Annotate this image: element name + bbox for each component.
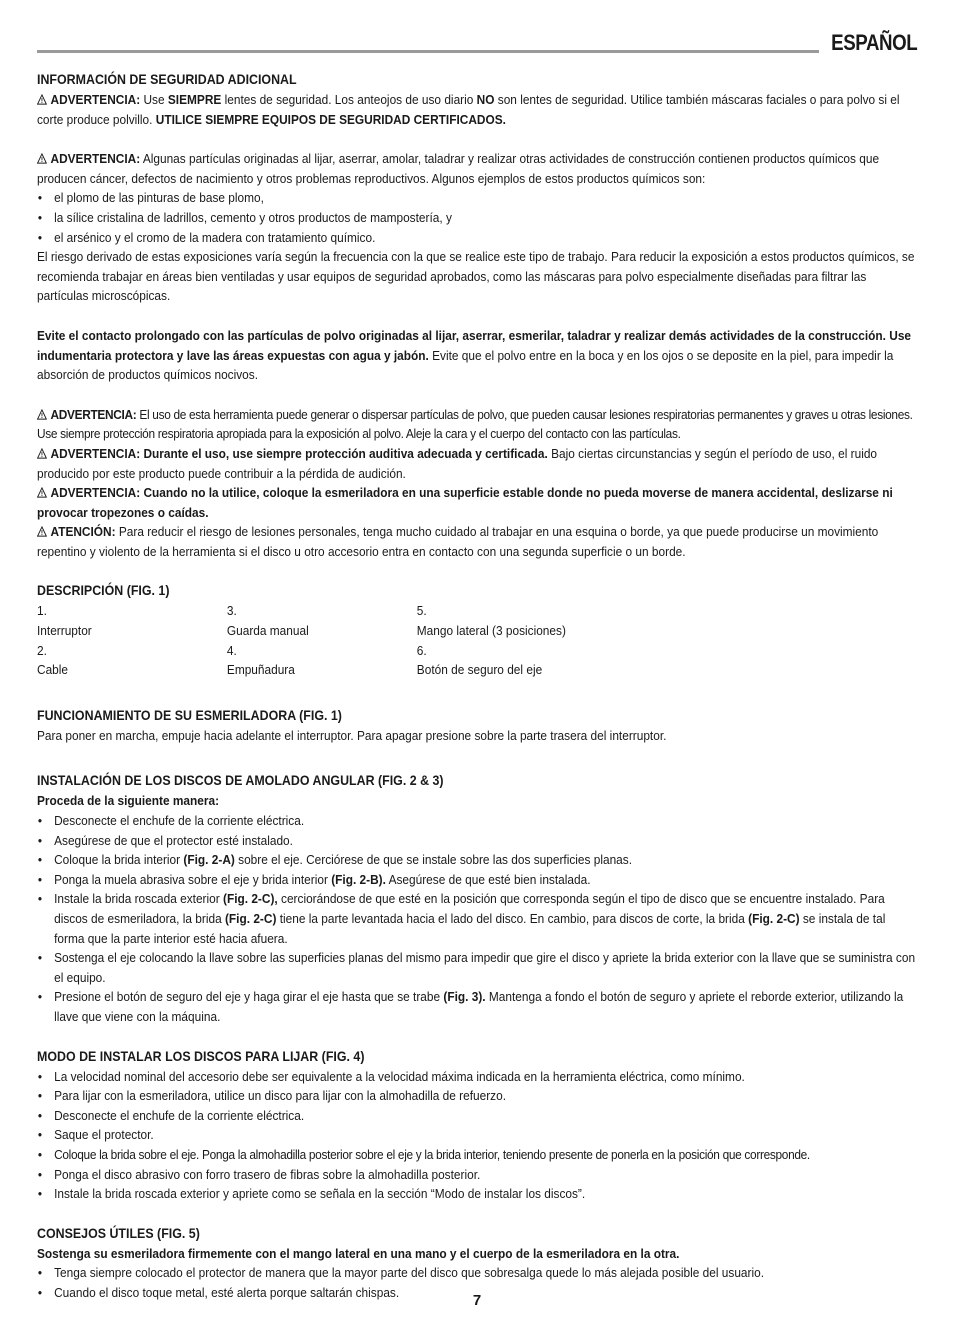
install-grinding-sub: Proceda de la siguiente manera:: [37, 793, 220, 809]
warning-label: ADVERTENCIA:: [50, 92, 141, 107]
tips-section: [37, 1224, 917, 1303]
list-item: • Instale la brida roscada exterior (Fig. 2-C), cerciorándose de que esté en la posición que corresponda según el tipo de disco que se encuentre instalado. Para discos de esmeriladora, la brida (Fig. 2-C) tiene la parte levantada hacia el lado del disco. En cambio, para discos de corte, la brida (Fig. 2-C) se instala de tal forma que la parte interior esté hacia afuera.: [37, 889, 917, 948]
warning-5: [37, 483, 917, 522]
list-item: • Ponga el disco abrasivo con forro trasero de fibras sobre la almohadilla posterior.: [37, 1165, 917, 1185]
caution-label: ATENCIÓN:: [50, 524, 116, 540]
risk-paragraph: El riesgo derivado de estas exposiciones varía según la frecuencia con la que se realice este tipo de trabajo. Para reducir la exposición a estos productos químicos, se recomienda trabajar en áreas bien ventiladas y usar equipos de seguridad aprobados, como las máscaras para polvo especialmente diseñadas para filtrar las partículas microscópicas.: [37, 249, 915, 304]
list-item: • el plomo de las pinturas de base plomo,: [37, 188, 917, 208]
list-item: • Sostenga el eje colocando la llave sobre las superficies planas del mismo para impedir que gire el disco y apriete la brida exterior con la llave que se suministra con el equipo.: [37, 948, 917, 987]
list-item: • Saque el protector.: [37, 1125, 917, 1145]
list-item: • Cuando el disco toque metal, esté alerta porque saltarán chispas.: [37, 1283, 917, 1303]
warning-1: ADVERTENCIA: Use SIEMPRE lentes de seguridad. Los anteojos de uso diario NO son lentes de seguridad. Utilice también máscaras faciales o para polvo si el corte produce polvillo. UTILICE SIEMPRE EQUIPOS DE SEGURIDAD CERTIFICADOS.: [37, 92, 900, 127]
list-item: • Coloque la brida sobre el eje. Ponga la almohadilla posterior sobre el eje y la brida interior, teniendo presente de ponerla en la posición que corresponde.: [37, 1145, 917, 1165]
page-number: 7: [472, 1292, 482, 1309]
part-item: 2. Cable: [37, 642, 69, 678]
part-item: 1. Interruptor: [37, 603, 92, 639]
page-body: [37, 70, 917, 1303]
warning-label: ADVERTENCIA:: [50, 406, 137, 422]
safety-section: [37, 70, 917, 561]
part-item: 6. Botón de seguro del eje: [416, 642, 543, 678]
list-item: • Ponga la muela abrasiva sobre el eje y brida interior (Fig. 2-B). Asegúrese de que esté bien instalada.: [37, 870, 917, 890]
warning-triangle-icon: [37, 409, 47, 420]
warning-label: ADVERTENCIA:: [50, 151, 141, 167]
operation-text: Para poner en marcha, empuje hacia adelante el interruptor. Para apagar presione sobre la parte trasera del interruptor.: [37, 727, 667, 743]
warning-triangle-icon: [37, 153, 47, 164]
list-item: • Para lijar con la esmeriladora, utilice un disco para lijar con la almohadilla de refuerzo.: [37, 1086, 917, 1106]
safety-heading: INFORMACIÓN DE SEGURIDAD ADICIONAL: [37, 72, 297, 87]
description-section: [37, 581, 917, 679]
part-item: 4. Empuñadura: [226, 642, 295, 678]
parts-list: [37, 601, 917, 679]
list-item: • Asegúrese de que el protector esté instalado.: [37, 831, 917, 851]
list-item: • La velocidad nominal del accesorio debe ser equivalente a la velocidad máxima indicada en la herramienta eléctrica, como mínimo.: [37, 1067, 917, 1087]
operation-heading: FUNCIONAMIENTO DE SU ESMERILADORA (FIG. 1): [37, 707, 342, 723]
warning-triangle-icon: [37, 448, 47, 459]
header-rule: [37, 50, 819, 53]
warning-triangle-icon: [37, 487, 47, 498]
list-item: • Desconecte el enchufe de la corriente eléctrica.: [37, 1106, 917, 1126]
list-item: • la sílice cristalina de ladrillos, cemento y otros productos de mampostería, y: [37, 208, 917, 228]
avoid-paragraph: Evite el contacto prolongado con las partículas de polvo originadas al lijar, aserrar, esmerilar, taladrar y realizar demás actividades de la construcción. Use indumentaria protectora y lave las áreas expuestas con agua y jabón. Evite que el polvo entre en la boca y en los ojos o se deposite en la piel, para impedir la absorción de productos químicos nocivos.: [37, 327, 912, 383]
warning-2: ADVERTENCIA: Algunas partículas originadas al lijar, aserrar, amolar, taladrar y realizar otras actividades de construcción contienen productos químicos que producen cáncer, defectos de nacimiento y otros problemas reproductivos. Algunos ejemplos de estos productos químicos son:: [37, 151, 880, 186]
install-sanding-list: [37, 1067, 917, 1204]
list-item: • Tenga siempre colocado el protector de manera que la mayor parte del disco que sobresalga quede lo más alejada posible del usuario.: [37, 1263, 917, 1283]
warning-4: ADVERTENCIA: Durante el uso, use siempre protección auditiva adecuada y certificada. Bajo ciertas circunstancias y según el período de uso, el ruido producido por este producto puede contribuir a la pérdida de audición.: [37, 445, 878, 481]
warning-triangle-icon: [37, 94, 47, 105]
tips-bold: Sostenga su esmeriladora firmemente con el mango lateral en una mano y el cuerpo de la esmeriladora en la otra.: [37, 1245, 680, 1261]
warning-label: ADVERTENCIA: Cuando no la utilice, coloque la esmeriladora en una superficie estable donde no pueda moverse de manera accidental, deslizarse ni provocar tropezones o caídas.: [37, 485, 893, 520]
warning-triangle-icon: [37, 526, 47, 537]
tips-heading: CONSEJOS ÚTILES (FIG. 5): [37, 1225, 200, 1241]
operation-section: [37, 706, 917, 746]
list-item: • el arsénico y el cromo de la madera con tratamiento químico.: [37, 228, 917, 248]
chemicals-list: [37, 188, 917, 247]
install-grinding-heading: INSTALACIÓN DE LOS DISCOS DE AMOLADO ANGULAR (FIG. 2 & 3): [37, 773, 444, 789]
list-item: • Presione el botón de seguro del eje y haga girar el eje hasta que se trabe (Fig. 3). Mantenga a fondo el botón de seguro y apriete el reborde exterior, utilizando la llave que viene con la máquina.: [37, 987, 917, 1026]
install-sanding-section: [37, 1047, 917, 1204]
description-heading: DESCRIPCIÓN (FIG. 1): [37, 583, 170, 599]
language-title: ESPAÑOL: [830, 30, 917, 55]
list-item: • Desconecte el enchufe de la corriente eléctrica.: [37, 811, 917, 831]
warning-3: ADVERTENCIA: El uso de esta herramienta puede generar o dispersar partículas de polvo, que pueden causar lesiones respiratorias permanentes y graves u otras lesiones. Use siempre protección respiratoria apropiada para la exposición al polvo. Aleje la cara y el cuerpo del contacto con las partículas.: [37, 406, 913, 442]
list-item: • Instale la brida roscada exterior y apriete como se señala en la sección “Modo de instalar los discos”.: [37, 1184, 917, 1204]
install-sanding-heading: MODO DE INSTALAR LOS DISCOS PARA LIJAR (FIG. 4): [37, 1048, 365, 1064]
warning-label: ADVERTENCIA: Durante el uso, use siempre protección auditiva adecuada y certificada.: [50, 445, 548, 461]
part-item: 3. Guarda manual: [226, 603, 309, 639]
part-item: 5. Mango lateral (3 posiciones): [416, 603, 566, 639]
list-item: • Coloque la brida interior (Fig. 2-A) sobre el eje. Cerciórese de que se instale sobre las dos superficies planas.: [37, 850, 917, 870]
caution-1: ATENCIÓN: Para reducir el riesgo de lesiones personales, tenga mucho cuidado al trabajar en una esquina o borde, ya que puede producirse un movimiento repentino y violento de la herramienta si el disco u otro accesorio entra en contacto con una segunda superficie o un borde.: [37, 524, 879, 559]
page-header: [37, 30, 917, 60]
install-grinding-section: [37, 771, 917, 1026]
install-grinding-list: [37, 811, 917, 1027]
